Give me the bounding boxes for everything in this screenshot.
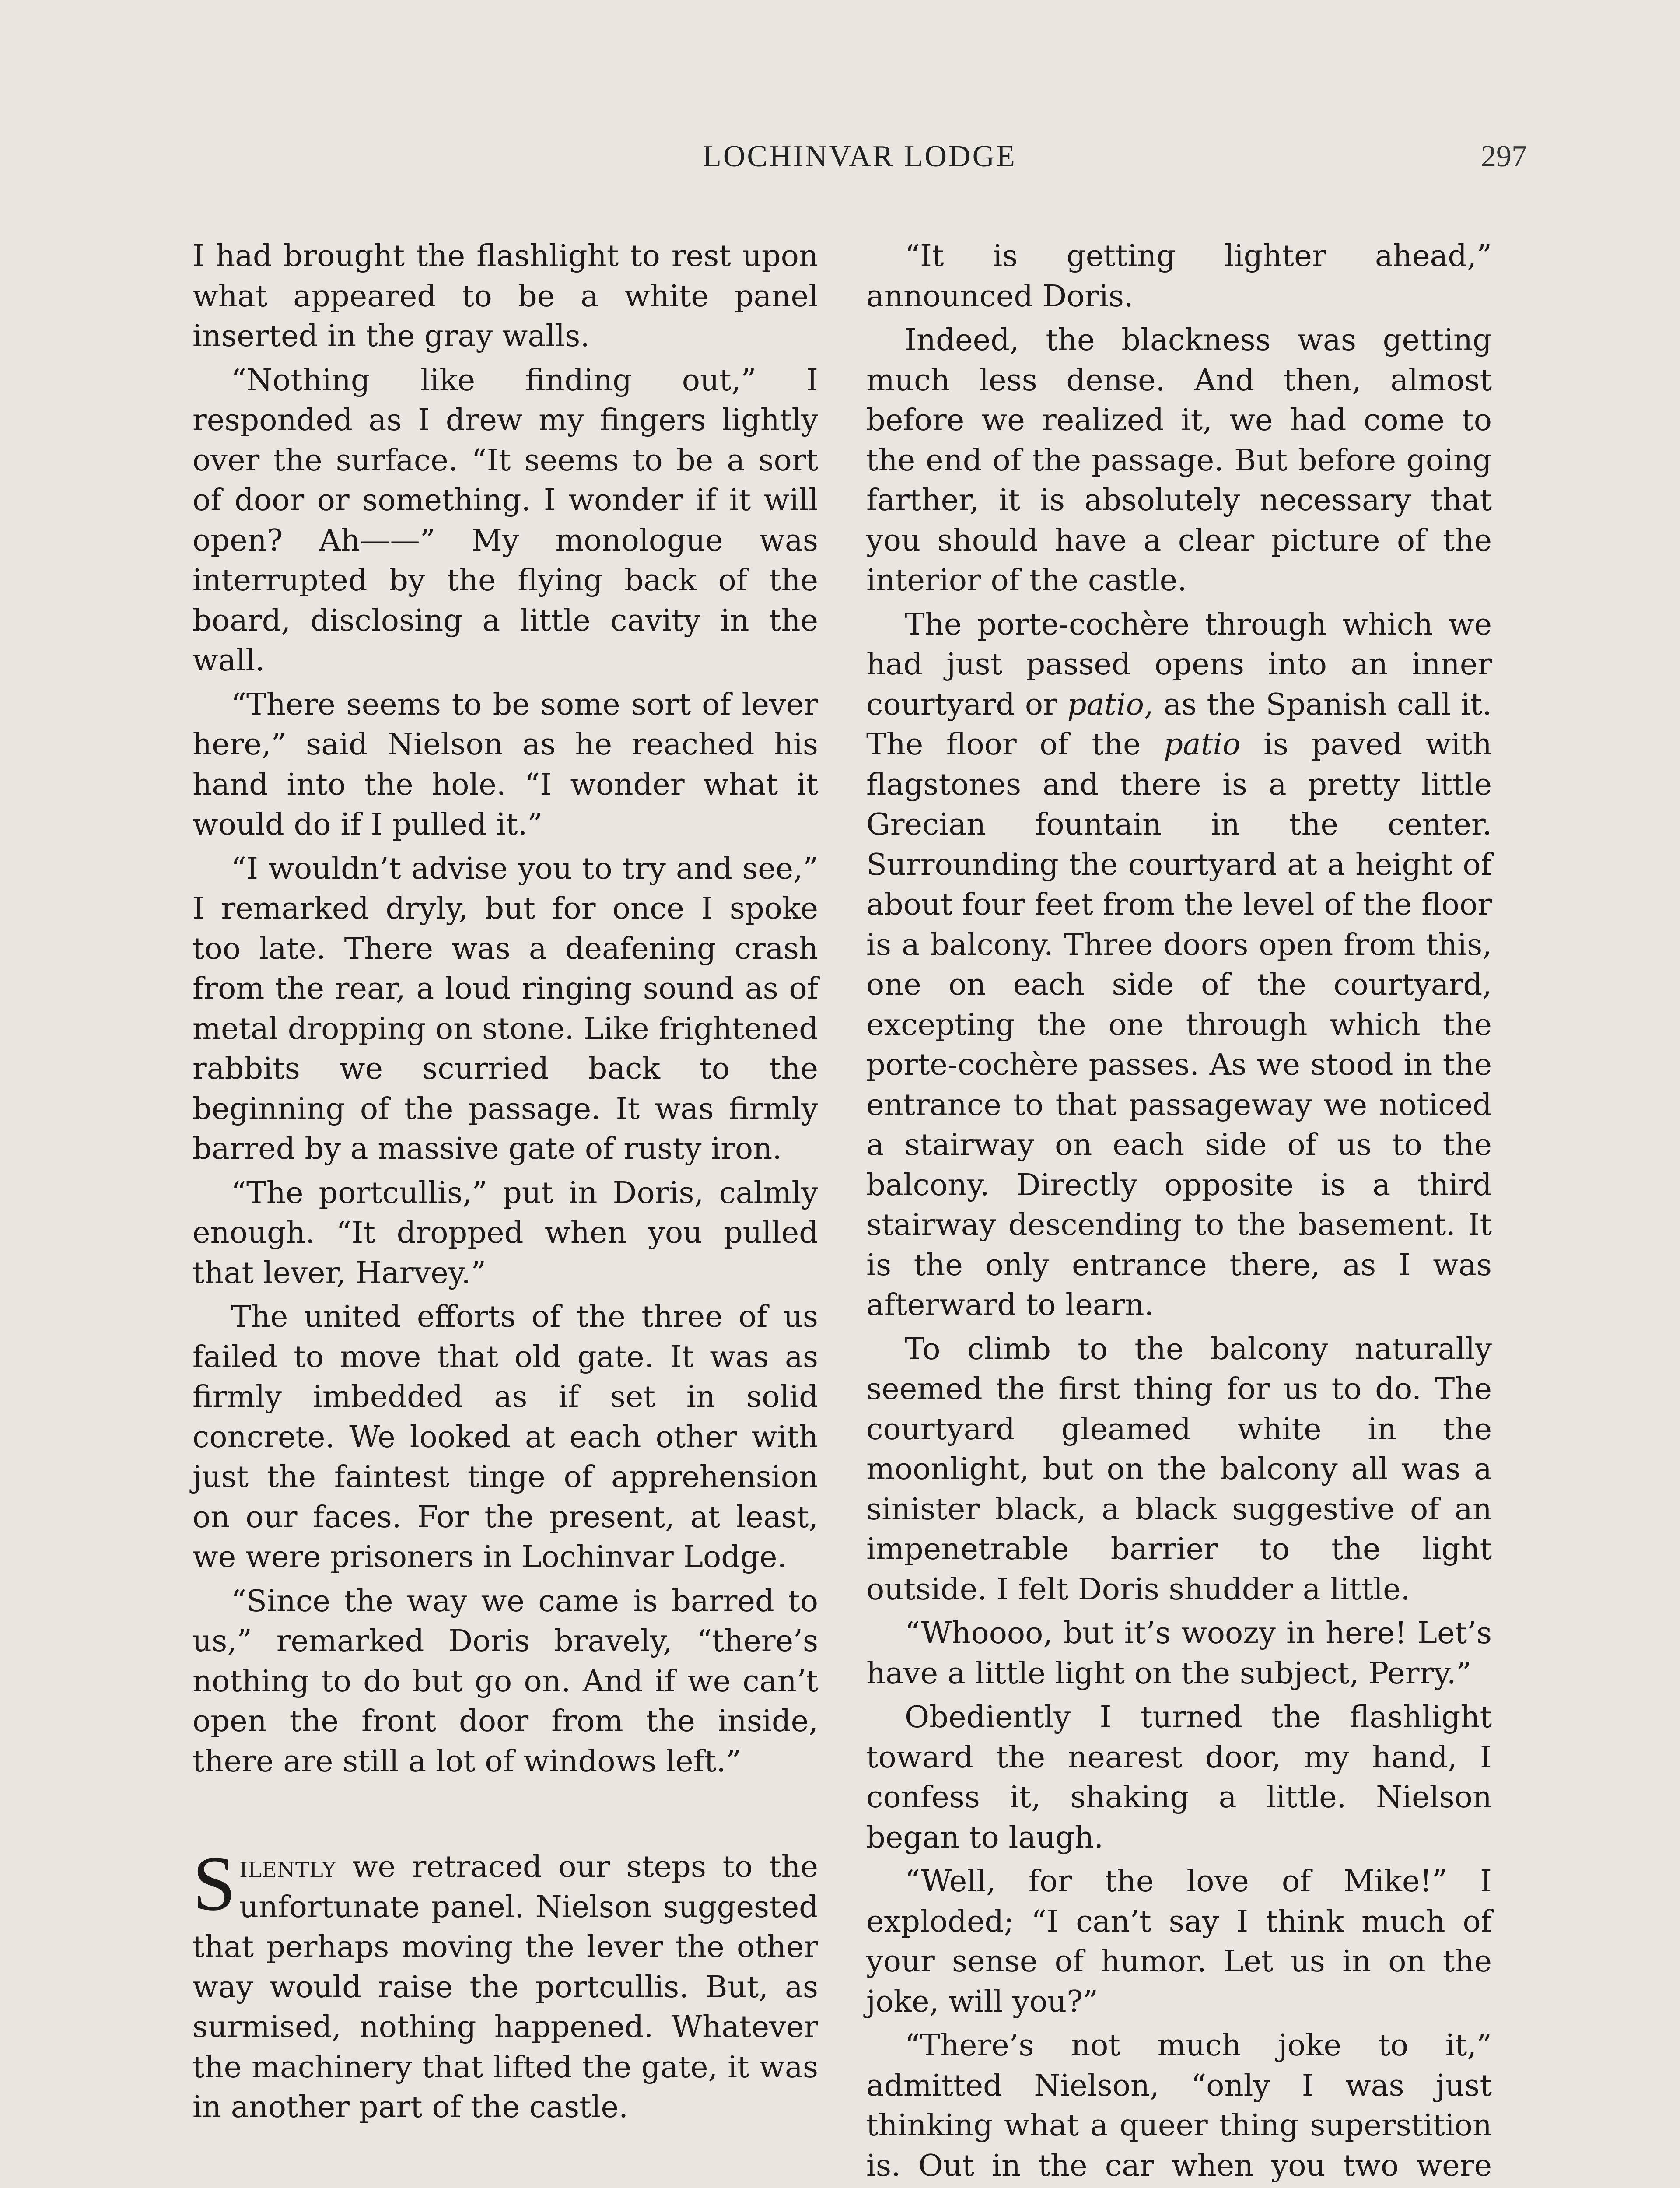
paragraph: “The portcullis,” put in Doris, calmly enough. “It dropped when you pulled that lever, Harvey.” (192, 1175, 818, 1290)
page-number: 297 (1481, 140, 1527, 173)
paragraph: “Nothing like finding out,” I responded as I drew my fingers lightly over the surface. “It seems to be a sort of door or something. I wonder if it will open? Ah——” My monologue was interrupted by the flying back of the board, disclosing a little cavity in the wall. (192, 362, 818, 678)
page-header (192, 139, 1527, 183)
section-start-paragraph (192, 1840, 818, 2128)
paragraph: “Since the way we came is barred to us,” remarked Doris bravely, “there’s nothing to do but go on. And if we can’t open the front door from the inside, there are still a lot of windows left.” (192, 1583, 818, 1779)
paragraph: I had brought the flashlight to rest upon what appeared to be a white panel inserted in the gray walls. (192, 238, 818, 354)
italic-term: patio (1164, 727, 1241, 762)
paragraph-text: The porte-cochère through which we had just passed opens into an inner courtyard or (866, 607, 1492, 722)
left-column (192, 236, 818, 2132)
paragraph: The united efforts of the three of us failed to move that old gate. It was as firmly imbedded as if set in solid concrete. We looked at each other with just the faintest tinge of apprehension on our faces. For the present, at least, we were prisoners in Lochinvar Lodge. (192, 1299, 818, 1574)
paragraph: “Well, for the love of Mike!” I exploded; “I can’t say I think much of your sense of humor. Let us in on the joke, will you?” (866, 1864, 1492, 2019)
paragraph-text: we retraced our steps to the unfortunate panel. Nielson suggested that perhaps moving the lever the other way would raise the portcullis. But, as surmised, nothing happened. Whatever the machinery that lifted the gate, it was in another part of the castle. (192, 1849, 818, 2125)
right-column (866, 236, 1492, 2188)
drop-cap: S (192, 1840, 236, 1927)
paragraph: “There seems to be some sort of lever here,” said Nielson as he reached his hand into the hole. “I wonder what it would do if I pulled it.” (192, 687, 818, 842)
paragraph: Obediently I turned the flashlight toward the nearest door, my hand, I confess it, shaking a little. Nielson began to laugh. (866, 1700, 1492, 1855)
paragraph: “I wouldn’t advise you to try and see,” I remarked dryly, but for once I spoke too late. There was a deafening crash from the rear, a loud ringing sound as of metal dropping on stone. Like frightened rabbits we scurried back to the beginning of the passage. It was firmly barred by a massive gate of rusty iron. (192, 851, 818, 1166)
italic-term: patio (1067, 687, 1144, 722)
small-caps-lead: ilently (239, 1849, 336, 1884)
paragraph: Indeed, the blackness was getting much less dense. And then, almost before we realized it, we had come to the end of the passage. But before going farther, it is absolutely necessary that you should have a clear picture of the interior of the castle. (866, 323, 1492, 598)
paragraph: “It is getting lighter ahead,” announced Doris. (866, 238, 1492, 314)
paragraph-text: , as the Spanish call it. The floor of the (866, 687, 1492, 762)
paragraph-text: is paved with flagstones and there is a pretty little Grecian fountain in the center. Surrounding the courtyard at a height of about four feet from the level of the floor is a balcony. Three doors open from this, one on each side of the courtyard, excepting the one through which the porte-cochère passes. As we stood in the entrance to that passageway we noticed a stairway on each side of us to the balcony. Directly opposite is a third stairway descending to the basement. It is the only entrance there, as I was afterward to learn. (866, 727, 1492, 1322)
paragraph: To climb to the balcony naturally seemed the first thing for us to do. The courtyard gleamed white in the moonlight, but on the balcony all was a sinister black, a black suggestive of an impenetrable barrier to the light outside. I felt Doris shudder a little. (866, 1331, 1492, 1607)
paragraph: “Whoooo, but it’s woozy in here! Let’s have a little light on the subject, Perry.” (866, 1616, 1492, 1691)
paragraph: “There’s not much joke to it,” admitted Nielson, “only I was just thinking what a queer thing superstition is. Out in the car when you two were (866, 2028, 1492, 2183)
paragraph (866, 605, 1492, 1325)
running-title: LOCHINVAR LODGE (703, 140, 1017, 173)
